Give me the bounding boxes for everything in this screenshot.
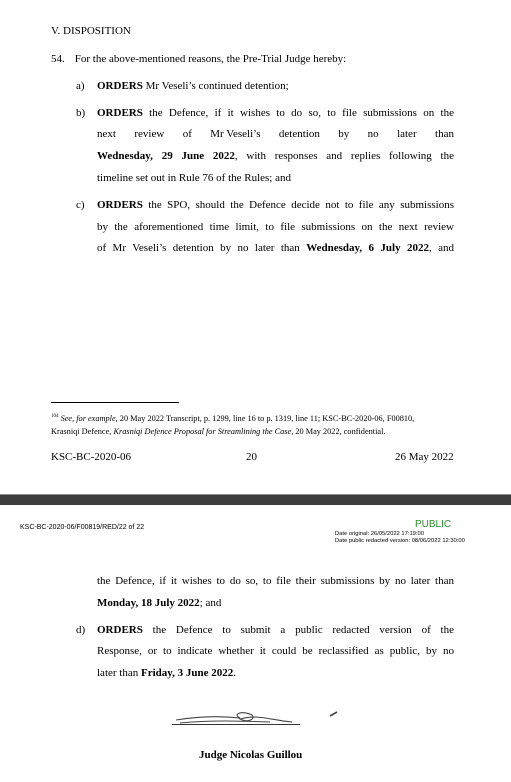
date-public-redacted: Date public redacted version: 08/06/2022 12:30:00 xyxy=(335,538,465,544)
item-a-rest: Mr Veseli’s continued detention; xyxy=(142,80,289,92)
footnote-italic: See, for example xyxy=(60,413,116,423)
item-a xyxy=(76,80,85,92)
continuation-line-2 xyxy=(97,597,221,609)
orders-label: ORDERS xyxy=(97,80,143,92)
item-c-line-1 xyxy=(97,199,454,211)
item-b-letter: b) xyxy=(76,107,86,119)
item-c-line-2: by the aforementioned time limit, to file submissions on the next review xyxy=(97,221,454,233)
paragraph-text: For the above-mentioned reasons, the Pre-Trial Judge hereby: xyxy=(74,53,347,65)
item-a-text xyxy=(97,80,289,92)
item-d-line-1 xyxy=(97,624,454,636)
item-b-line-4: timeline set out in Rule 76 of the Rules; and xyxy=(97,172,291,184)
item-letter: a) xyxy=(76,80,85,92)
item-d-line-2: Response, or to indicate whether it could be reclassified as public, by no xyxy=(97,645,454,657)
item-c-line-3 xyxy=(97,242,454,254)
item-c-letter: c) xyxy=(76,199,85,211)
footer-page-number: 20 xyxy=(246,451,257,463)
word: no xyxy=(367,128,379,140)
orders-label: ORDERS xyxy=(97,107,143,119)
item-b-line-1 xyxy=(97,107,454,119)
section-heading: V. DISPOSITION xyxy=(51,25,131,37)
item-b-line-3 xyxy=(97,150,454,162)
item-c-line-3-pre: of Mr Veseli’s detention by no later than xyxy=(97,242,307,254)
word: next xyxy=(97,128,116,140)
page-separator xyxy=(0,494,511,505)
orders-label: ORDERS xyxy=(97,199,143,211)
footnote-text: Krasniqi Defence, xyxy=(51,426,114,436)
continuation-line-1: the Defence, if it wishes to do so, to file their submissions by no later than xyxy=(97,575,454,587)
paragraph-54 xyxy=(51,53,346,65)
deadline-date: Wednesday, 6 July 2022 xyxy=(306,242,429,254)
continuation-rest: ; and xyxy=(199,597,222,609)
deadline-date: Wednesday, 29 June 2022 xyxy=(97,150,235,162)
item-b-line-3-rest: , with responses and replies following the xyxy=(234,150,454,162)
date-original: Date original: 26/05/2022 17:19:00 xyxy=(335,531,424,537)
item-b-line-1-rest: the Defence, if it wishes to do so, to file submissions on the xyxy=(142,107,454,119)
item-d-line-3-post: . xyxy=(233,667,237,679)
footnote-text: , 20 May 2022, confidential. xyxy=(291,426,386,436)
word: review xyxy=(134,128,165,140)
footnote-text: , 20 May 2022 Transcript, p. 1299, line 16 to p. 1319, line 11; KSC-BC-2020-06, F00810, xyxy=(115,413,415,423)
public-status-label: PUBLIC xyxy=(415,519,452,530)
word: Mr Veseli’s xyxy=(210,128,261,140)
word: detention xyxy=(278,128,320,140)
word: of xyxy=(182,128,192,140)
item-d-letter: d) xyxy=(76,624,86,636)
footer-case-number: KSC-BC-2020-06 xyxy=(51,451,132,463)
document-id: KSC-BC-2020-06/F00819/RED/22 of 22 xyxy=(20,524,145,531)
footer-date: 26 May 2022 xyxy=(395,451,454,463)
paragraph-number: 54. xyxy=(51,53,65,65)
footnote-italic: Krasniqi Defence Proposal for Streamlining the Case xyxy=(113,426,292,436)
word: by xyxy=(338,128,350,140)
footnote-number: 104 xyxy=(51,414,59,419)
signature-icon xyxy=(170,704,360,732)
item-c-line-1-rest: the SPO, should the Defence decide not to file any submissions xyxy=(142,199,454,211)
item-d-line-3 xyxy=(97,667,236,679)
item-b-line-2 xyxy=(97,128,454,140)
deadline-date: Monday, 18 July 2022 xyxy=(97,597,200,609)
footnote xyxy=(51,410,461,438)
item-c-line-3-post: , and xyxy=(428,242,455,254)
item-d-line-1-rest: the Defence to submit a public redacted version of the xyxy=(142,624,454,636)
footnote-rule xyxy=(51,402,179,403)
item-d-line-3-pre: later than xyxy=(97,667,141,679)
word: than xyxy=(435,128,454,140)
orders-label: ORDERS xyxy=(97,624,143,636)
signature-line xyxy=(172,724,300,725)
deadline-date: Friday, 3 June 2022 xyxy=(140,667,234,679)
signature-name: Judge Nicolas Guillou xyxy=(199,749,303,761)
word: later xyxy=(397,128,417,140)
